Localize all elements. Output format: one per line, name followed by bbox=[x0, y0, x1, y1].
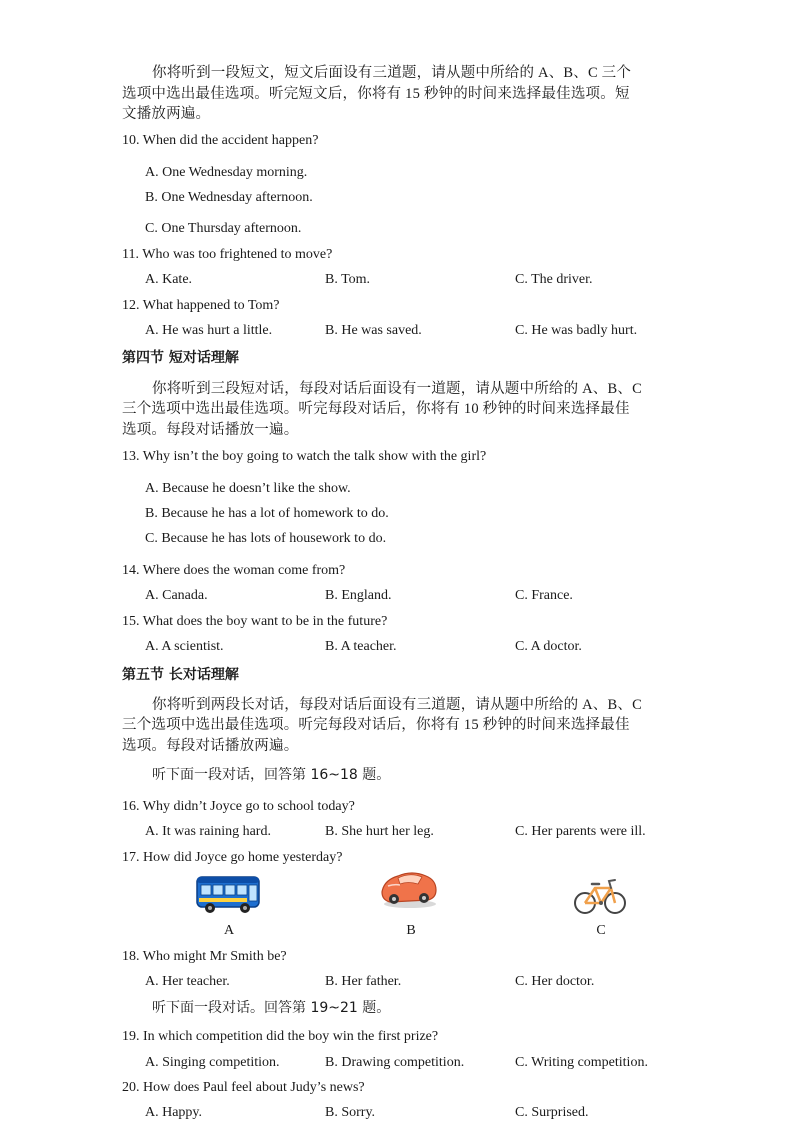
section-4-title: 第四节 短对话理解 bbox=[122, 350, 239, 366]
listen-instruction-2: 听下面一段对话。回答第 19~21 题。 bbox=[152, 1000, 391, 1016]
q12-option-a[interactable]: A. He was hurt a little. bbox=[145, 323, 273, 338]
section-5-title: 第五节 长对话理解 bbox=[122, 667, 239, 683]
question-20: 20. How does Paul feel about Judy’s news? bbox=[122, 1080, 365, 1095]
question-19: 19. In which competition did the boy win the first prize? bbox=[122, 1029, 439, 1044]
q16-option-c[interactable]: C. Her parents were ill. bbox=[515, 824, 646, 839]
car-icon[interactable] bbox=[378, 866, 440, 912]
q11-option-c[interactable]: C. The driver. bbox=[515, 272, 593, 287]
question-17: 17. How did Joyce go home yesterday? bbox=[122, 850, 343, 865]
q12-option-b[interactable]: B. He was saved. bbox=[325, 323, 422, 338]
q14-option-a[interactable]: A. Canada. bbox=[145, 588, 208, 603]
q20-option-c[interactable]: C. Surprised. bbox=[515, 1105, 589, 1120]
section-4-intro-2: 三个选项中选出最佳选项。听完每段对话后，你将有 10 秒钟的时间来选择最佳 bbox=[122, 401, 630, 417]
q17-label-a: A bbox=[223, 923, 235, 938]
q14-option-b[interactable]: B. England. bbox=[325, 588, 392, 603]
question-12: 12. What happened to Tom? bbox=[122, 298, 280, 313]
question-10: 10. When did the accident happen? bbox=[122, 133, 319, 148]
question-15: 15. What does the boy want to be in the future? bbox=[122, 614, 388, 629]
q10-option-a[interactable]: A. One Wednesday morning. bbox=[145, 165, 308, 180]
q17-label-c: C bbox=[596, 923, 606, 938]
q16-option-b[interactable]: B. She hurt her leg. bbox=[325, 824, 434, 839]
section-4-intro-1: 你将听到三段短对话，每段对话后面设有一道题，请从题中所给的 A、B、C bbox=[152, 381, 642, 397]
section-4-intro-3: 选项。每段对话播放一遍。 bbox=[122, 422, 299, 438]
q19-option-a[interactable]: A. Singing competition. bbox=[145, 1055, 280, 1070]
intro-line-3: 文播放两遍。 bbox=[122, 106, 211, 122]
listen-instruction-1: 听下面一段对话，回答第 16~18 题。 bbox=[152, 767, 391, 783]
q15-option-a[interactable]: A. A scientist. bbox=[145, 639, 224, 654]
question-11: 11. Who was too frightened to move? bbox=[122, 247, 333, 262]
q18-option-c[interactable]: C. Her doctor. bbox=[515, 974, 595, 989]
question-13: 13. Why isn’t the boy going to watch the talk show with the girl? bbox=[122, 449, 487, 464]
q12-option-c[interactable]: C. He was badly hurt. bbox=[515, 323, 638, 338]
q10-option-b[interactable]: B. One Wednesday afternoon. bbox=[145, 190, 313, 205]
bicycle-icon[interactable] bbox=[573, 876, 627, 916]
bus-icon[interactable] bbox=[195, 873, 261, 915]
q13-option-c[interactable]: C. Because he has lots of housework to do. bbox=[145, 531, 387, 546]
q18-option-b[interactable]: B. Her father. bbox=[325, 974, 402, 989]
q11-option-b[interactable]: B. Tom. bbox=[325, 272, 371, 287]
section-5-intro-2: 三个选项中选出最佳选项。听完每段对话后，你将有 15 秒钟的时间来选择最佳 bbox=[122, 717, 630, 733]
q19-option-b[interactable]: B. Drawing competition. bbox=[325, 1055, 465, 1070]
q15-option-c[interactable]: C. A doctor. bbox=[515, 639, 582, 654]
section-5-intro-1: 你将听到两段长对话，每段对话后面设有三道题，请从题中所给的 A、B、C bbox=[152, 697, 642, 713]
q15-option-b[interactable]: B. A teacher. bbox=[325, 639, 397, 654]
q20-option-b[interactable]: B. Sorry. bbox=[325, 1105, 376, 1120]
q16-option-a[interactable]: A. It was raining hard. bbox=[145, 824, 271, 839]
q19-option-c[interactable]: C. Writing competition. bbox=[515, 1055, 648, 1070]
q20-option-a[interactable]: A. Happy. bbox=[145, 1105, 203, 1120]
q11-option-a[interactable]: A. Kate. bbox=[145, 272, 193, 287]
question-14: 14. Where does the woman come from? bbox=[122, 563, 346, 578]
question-16: 16. Why didn’t Joyce go to school today? bbox=[122, 799, 355, 814]
q13-option-a[interactable]: A. Because he doesn’t like the show. bbox=[145, 481, 351, 496]
section-5-intro-3: 选项。每段对话播放两遍。 bbox=[122, 738, 299, 754]
question-18: 18. Who might Mr Smith be? bbox=[122, 949, 287, 964]
q17-label-b: B bbox=[406, 923, 416, 938]
intro-line-1: 你将听到一段短文，短文后面设有三道题，请从题中所给的 A、B、C 三个 bbox=[152, 65, 632, 81]
q13-option-b[interactable]: B. Because he has a lot of homework to do. bbox=[145, 506, 389, 521]
intro-line-2: 选项中选出最佳选项。听完短文后，你将有 15 秒钟的时间来选择最佳选项。短 bbox=[122, 86, 630, 102]
q10-option-c[interactable]: C. One Thursday afternoon. bbox=[145, 221, 302, 236]
q14-option-c[interactable]: C. France. bbox=[515, 588, 573, 603]
q18-option-a[interactable]: A. Her teacher. bbox=[145, 974, 230, 989]
